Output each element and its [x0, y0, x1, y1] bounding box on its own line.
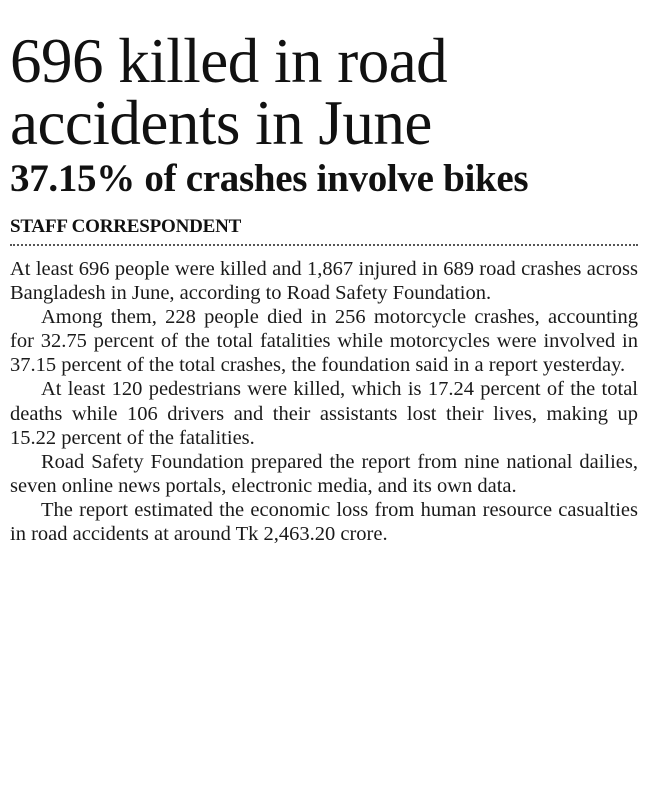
- subheadline: 37.15% of crashes involve bikes: [10, 157, 529, 200]
- news-article: [10, 0, 638, 546]
- article-body: [10, 257, 638, 546]
- byline: STAFF CORRESPONDENT: [10, 216, 638, 246]
- paragraph: At least 696 people were killed and 1,867 injured in 689 road crashes across Bangladesh in June, according to Road Safety Foundation.: [10, 258, 638, 305]
- headline: 696 killed in road accidents in June: [10, 26, 448, 158]
- paragraph: At least 120 pedestrians were killed, which is 17.24 percent of the total deaths while 106 drivers and their assistants lost their lives, making up 15.22 percent of the fatalities.: [10, 378, 638, 449]
- paragraph: Road Safety Foundation prepared the report from nine national dailies, seven online news portals, electronic media, and its own data.: [10, 450, 638, 497]
- paragraph: Among them, 228 people died in 256 motorcycle crashes, accounting for 32.75 percent of the total fatalities while motorcycles were involved in 37.15 percent of the total crashes, the foundation said in a report yesterday.: [10, 306, 638, 377]
- paragraph: The report estimated the economic loss from human resource casualties in road accidents at around Tk 2,463.20 crore.: [10, 498, 638, 546]
